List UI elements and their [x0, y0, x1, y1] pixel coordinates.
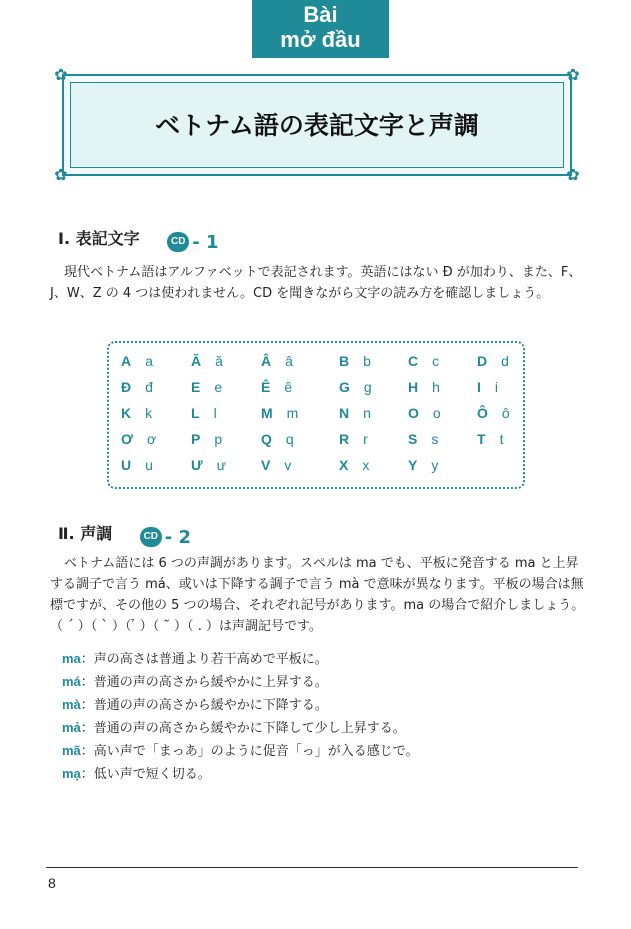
- letter-pair: [121, 457, 153, 473]
- lowercase-letter: g: [363, 379, 372, 395]
- lowercase-letter: ơ: [146, 431, 157, 447]
- lowercase-letter: u: [145, 457, 153, 473]
- tone-description: ：低い声で短く切る。: [80, 767, 211, 782]
- letter-pair: [261, 379, 292, 395]
- tone-item: [62, 762, 419, 785]
- tone-item: [62, 670, 419, 693]
- lowercase-letter: ă: [215, 353, 223, 369]
- uppercase-letter: K: [121, 405, 132, 421]
- lowercase-letter: s: [431, 431, 439, 447]
- letter-pair: [261, 405, 298, 421]
- letter-pair: [191, 353, 223, 369]
- section-number: Ⅰ.: [58, 229, 71, 248]
- lesson-tab-line2: mở đầu: [280, 27, 361, 52]
- letter-pair: [191, 431, 222, 447]
- letter-pair: [339, 431, 368, 447]
- tone-description: ：普通の声の高さから緩やかに上昇する。: [80, 675, 328, 690]
- letter-pair: [191, 457, 226, 473]
- letter-pair: [261, 457, 291, 473]
- lowercase-letter: x: [362, 457, 370, 473]
- cd-track-label: [140, 527, 191, 548]
- letter-pair: [261, 353, 293, 369]
- letter-pair: [121, 431, 156, 447]
- tone-syllable: ma: [62, 651, 81, 666]
- letter-pair: [339, 405, 371, 421]
- uppercase-letter: Ơ: [121, 431, 133, 447]
- uppercase-letter: Ê: [261, 379, 271, 395]
- uppercase-letter: Ư: [191, 457, 203, 473]
- uppercase-letter: D: [477, 353, 488, 369]
- ornament-icon: ✿: [54, 65, 68, 84]
- tone-syllable: mạ: [62, 766, 81, 781]
- uppercase-letter: N: [339, 405, 350, 421]
- lowercase-letter: b: [363, 353, 371, 369]
- lowercase-letter: ô: [501, 405, 510, 421]
- tone-description: ：高い声で「まっあ」のように促音「っ」が入る感じで。: [80, 744, 419, 759]
- lowercase-letter: d: [501, 353, 509, 369]
- uppercase-letter: Ô: [477, 405, 488, 421]
- cd-icon: CD: [167, 232, 189, 252]
- tone-syllable: mả: [62, 720, 81, 735]
- letter-pair: [121, 353, 153, 369]
- lowercase-letter: m: [286, 405, 299, 421]
- lowercase-letter: i: [494, 379, 499, 395]
- lowercase-letter: h: [432, 379, 440, 395]
- ornament-icon: ✿: [54, 165, 68, 184]
- lowercase-letter: đ: [145, 379, 153, 395]
- title-banner: [52, 66, 582, 184]
- letter-pair: [339, 353, 371, 369]
- uppercase-letter: C: [408, 353, 419, 369]
- cd-track-number: - 1: [192, 231, 219, 253]
- letter-pair: [477, 379, 498, 395]
- section-heading-2: [58, 521, 191, 548]
- lesson-tab: [252, 0, 389, 58]
- uppercase-letter: A: [121, 353, 132, 369]
- lowercase-letter: ê: [284, 379, 293, 395]
- lowercase-letter: a: [145, 353, 153, 369]
- uppercase-letter: O: [408, 405, 419, 421]
- section1-paragraph: 現代ベトナム語はアルファベットで表記されます。英語にはない Đ が加わり、また、F、J、W、Z の 4 つは使われません。CD を聞きながら文字の読み方を確認しましょう。: [50, 265, 582, 301]
- lowercase-letter: o: [432, 405, 441, 421]
- lowercase-letter: e: [214, 379, 223, 395]
- lowercase-letter: v: [284, 457, 292, 473]
- tone-item: [62, 739, 419, 762]
- letter-pair: [191, 379, 222, 395]
- lowercase-letter: p: [214, 431, 223, 447]
- letter-pair: [261, 431, 294, 447]
- lowercase-letter: t: [499, 431, 504, 447]
- section-title: 表記文字: [75, 229, 140, 248]
- uppercase-letter: Ă: [191, 353, 202, 369]
- letter-pair: [408, 405, 441, 421]
- uppercase-letter: Đ: [121, 379, 132, 395]
- letter-pair: [191, 405, 217, 421]
- uppercase-letter: I: [477, 379, 481, 395]
- cd-track-number: - 2: [164, 526, 192, 548]
- tone-syllable: mà: [62, 697, 81, 712]
- lowercase-letter: r: [363, 431, 368, 447]
- tone-description: ：普通の声の高さから緩やかに下降する。: [80, 698, 328, 713]
- tone-syllable: mã: [62, 743, 81, 758]
- tone-item: [62, 647, 419, 670]
- ornament-icon: ✿: [566, 65, 580, 84]
- uppercase-letter: H: [408, 379, 419, 395]
- letter-pair: [408, 379, 440, 395]
- page-number: 8: [48, 875, 56, 891]
- cd-track-label: [167, 232, 218, 253]
- tone-list: [62, 647, 419, 785]
- lowercase-letter: ư: [216, 457, 226, 473]
- letter-pair: [408, 457, 438, 473]
- lowercase-letter: k: [145, 405, 153, 421]
- uppercase-letter: Â: [261, 353, 272, 369]
- uppercase-letter: M: [261, 405, 273, 421]
- tone-item: [62, 716, 419, 739]
- alphabet-box: [107, 341, 525, 489]
- lesson-tab-line1: Bài: [303, 2, 338, 27]
- page-title: ベトナム語の表記文字と声調: [155, 111, 479, 140]
- uppercase-letter: U: [121, 457, 132, 473]
- uppercase-letter: V: [261, 457, 271, 473]
- letter-pair: [408, 353, 439, 369]
- uppercase-letter: B: [339, 353, 350, 369]
- lowercase-letter: c: [432, 353, 440, 369]
- cd-icon: CD: [140, 527, 162, 547]
- letter-pair: [477, 431, 503, 447]
- section2-paragraph: ベトナム語には 6 つの声調があります。スペルは ma でも、平板に発音する ma と上昇する調子で言う má、或いは下降する調子で言う mà で意味が異なります。平板の場合は無標ですが、その他の 5 つの場合、それぞれ記号があります。ma の場合で紹介しましょう。（ ´ ）（ ` ）（ ̉ ）（ ˜ ）（ . ）は声調記号です。: [50, 556, 585, 634]
- uppercase-letter: X: [339, 457, 349, 473]
- ornament-icon: ✿: [566, 165, 580, 184]
- letter-pair: [408, 431, 438, 447]
- tone-item: [62, 693, 419, 716]
- letter-pair: [339, 457, 369, 473]
- uppercase-letter: L: [191, 405, 200, 421]
- uppercase-letter: R: [339, 431, 350, 447]
- lowercase-letter: â: [285, 353, 293, 369]
- uppercase-letter: Y: [408, 457, 418, 473]
- uppercase-letter: S: [408, 431, 418, 447]
- tone-description: ：普通の声の高さから緩やかに下降して少し上昇する。: [80, 721, 406, 736]
- lowercase-letter: q: [285, 431, 294, 447]
- letter-pair: [339, 379, 372, 395]
- section-title: 声調: [80, 524, 113, 543]
- letter-pair: [477, 353, 509, 369]
- section-number: Ⅱ.: [58, 524, 75, 543]
- uppercase-letter: Q: [261, 431, 272, 447]
- letter-pair: [121, 379, 153, 395]
- lowercase-letter: l: [213, 405, 217, 421]
- lowercase-letter: y: [431, 457, 439, 473]
- uppercase-letter: P: [191, 431, 201, 447]
- footer-rule: [46, 867, 578, 868]
- letter-pair: [121, 405, 152, 421]
- letter-pair: [477, 405, 510, 421]
- uppercase-letter: T: [477, 431, 486, 447]
- uppercase-letter: G: [339, 379, 350, 395]
- tone-syllable: má: [62, 674, 81, 689]
- tone-description: ：声の高さは普通より若干高めで平板に。: [80, 652, 328, 667]
- uppercase-letter: E: [191, 379, 201, 395]
- section-heading-1: [58, 226, 218, 253]
- lowercase-letter: n: [363, 405, 371, 421]
